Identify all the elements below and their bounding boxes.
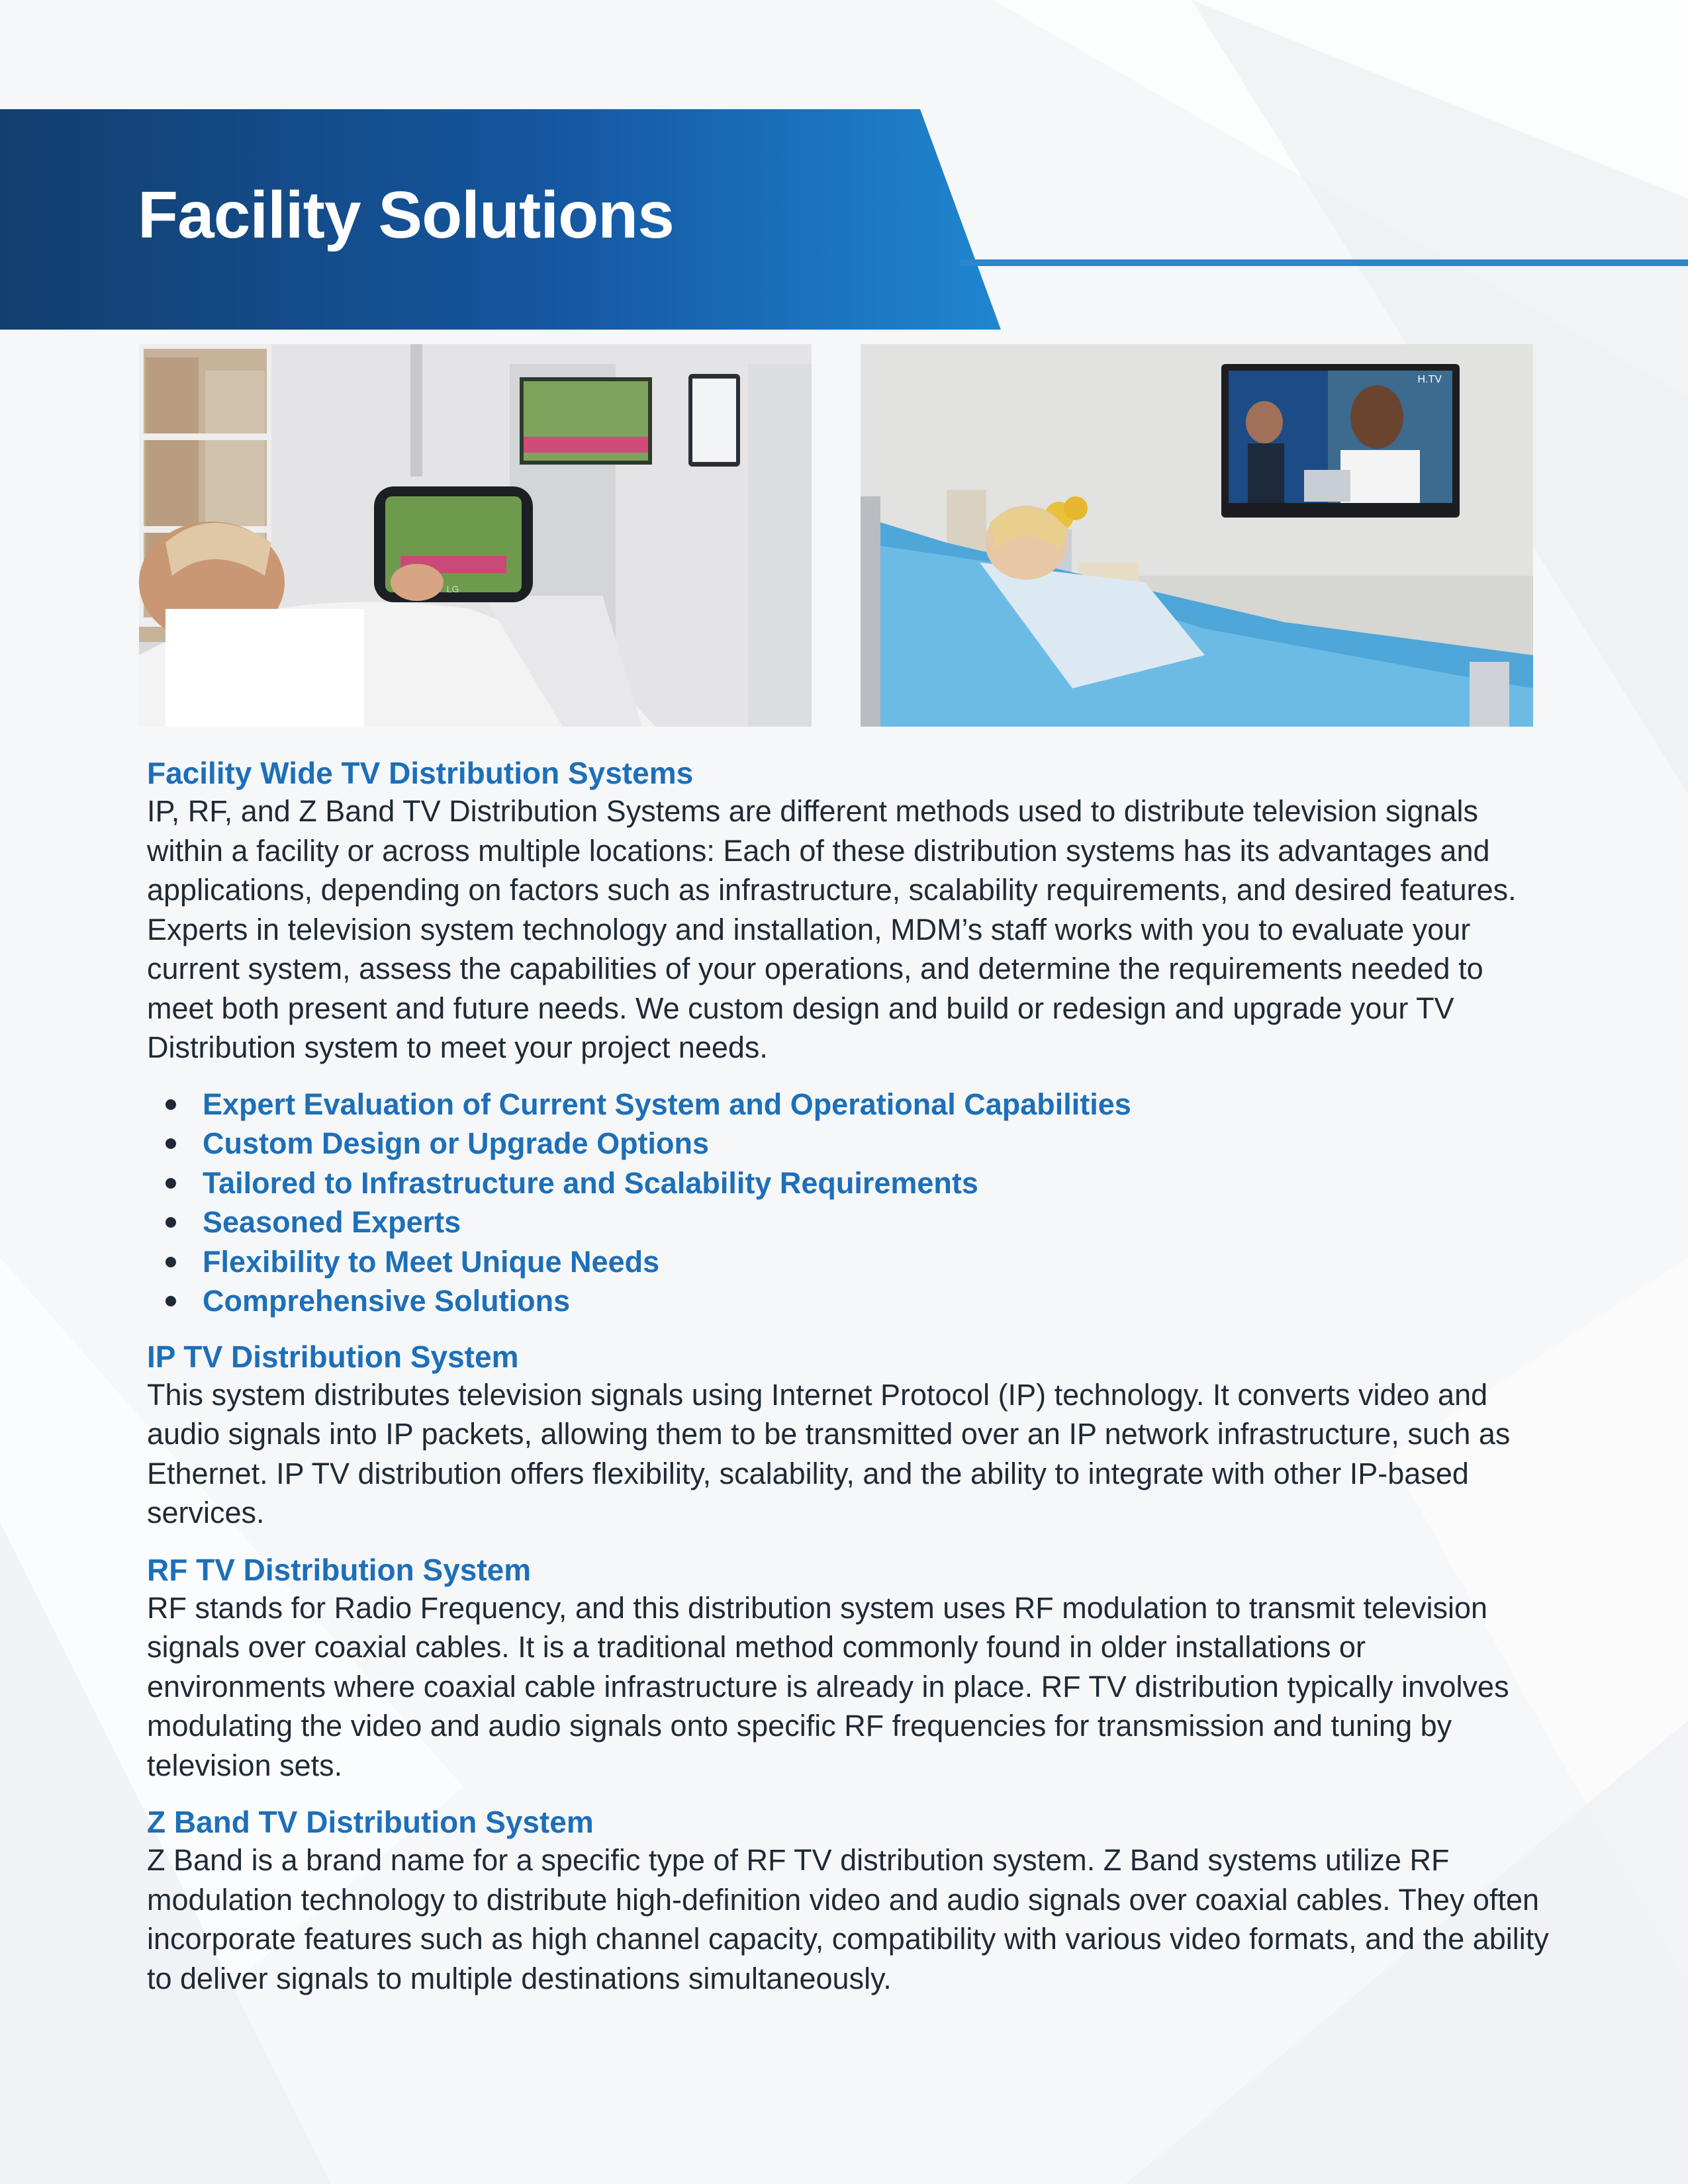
feature-item: Seasoned Experts [165, 1203, 1550, 1242]
patient-telehealth-photo [861, 344, 1533, 727]
svg-text:LG: LG [446, 584, 459, 594]
feature-list [147, 1085, 1550, 1321]
bullet-icon [165, 1296, 176, 1306]
bullet-icon [165, 1257, 176, 1267]
overview-body: IP, RF, and Z Band TV Distribution Systems are different methods used to distribute television signals within a facility or across multiple locations: Each of these distribution systems has its advantages and applications, depending on factors such as infrastructure, scalability requirements, and desired features. Experts in television system technology and installation, MDM’s staff works with you to evaluate your current system, assess the capabilities of your operations, and determine the requirements needed to meet both present and future needs. We custom design and build or redesign and upgrade your TV Distribution system to meet your project needs. [147, 794, 1517, 1064]
header-banner [0, 0, 1688, 344]
feature-item: Custom Design or Upgrade Options [165, 1124, 1550, 1163]
overview-section [147, 754, 1550, 1068]
rf-heading: RF TV Distribution System [147, 1552, 532, 1587]
rf-body: RF stands for Radio Frequency, and this distribution system uses RF modulation to transmit television signals over coaxial cables. It is a traditional method commonly found in older installations or environments where coaxial cable infrastructure is already in place. RF TV distribution typically involves modulating the video and audio signals onto specific RF frequencies for transmission and tuning by television sets. [147, 1590, 1509, 1782]
bullet-icon [165, 1138, 176, 1149]
bullet-icon [165, 1217, 176, 1228]
zband-heading: Z Band TV Distribution System [147, 1805, 594, 1839]
zband-section [147, 1803, 1550, 1998]
bullet-icon [165, 1178, 176, 1189]
feature-item: Comprehensive Solutions [165, 1281, 1550, 1321]
bullet-icon [165, 1099, 176, 1110]
main-content [147, 754, 1550, 2017]
overview-heading: Facility Wide TV Distribution Systems [147, 756, 694, 790]
page-title: Facility Solutions [138, 178, 674, 252]
zband-body: Z Band is a brand name for a specific type of RF TV distribution system. Z Band systems utilize RF modulation technology to distribute high-definition video and audio signals over coaxial cables. They often incorporate features such as high channel capacity, compatibility with various video formats, and the ability to deliver signals to multiple destinations simultaneously. [147, 1843, 1549, 1995]
svg-text:H.TV: H.TV [1417, 374, 1442, 385]
feature-item: Expert Evaluation of Current System and Operational Capabilities [165, 1085, 1550, 1124]
feature-item: Flexibility to Meet Unique Needs [165, 1242, 1550, 1282]
ip-section [147, 1338, 1550, 1533]
feature-item: Tailored to Infrastructure and Scalability Requirements [165, 1163, 1550, 1203]
ip-body: This system distributes television signals using Internet Protocol (IP) technology. It converts video and audio signals into IP packets, allowing them to be transmitted over an IP network infrastructure, such as Ethernet. IP TV distribution offers flexibility, scalability, and the ability to integrate with other IP-based services. [147, 1377, 1511, 1529]
ip-heading: IP TV Distribution System [147, 1339, 519, 1374]
rf-section [147, 1551, 1550, 1786]
patient-tablet-photo [139, 344, 812, 727]
